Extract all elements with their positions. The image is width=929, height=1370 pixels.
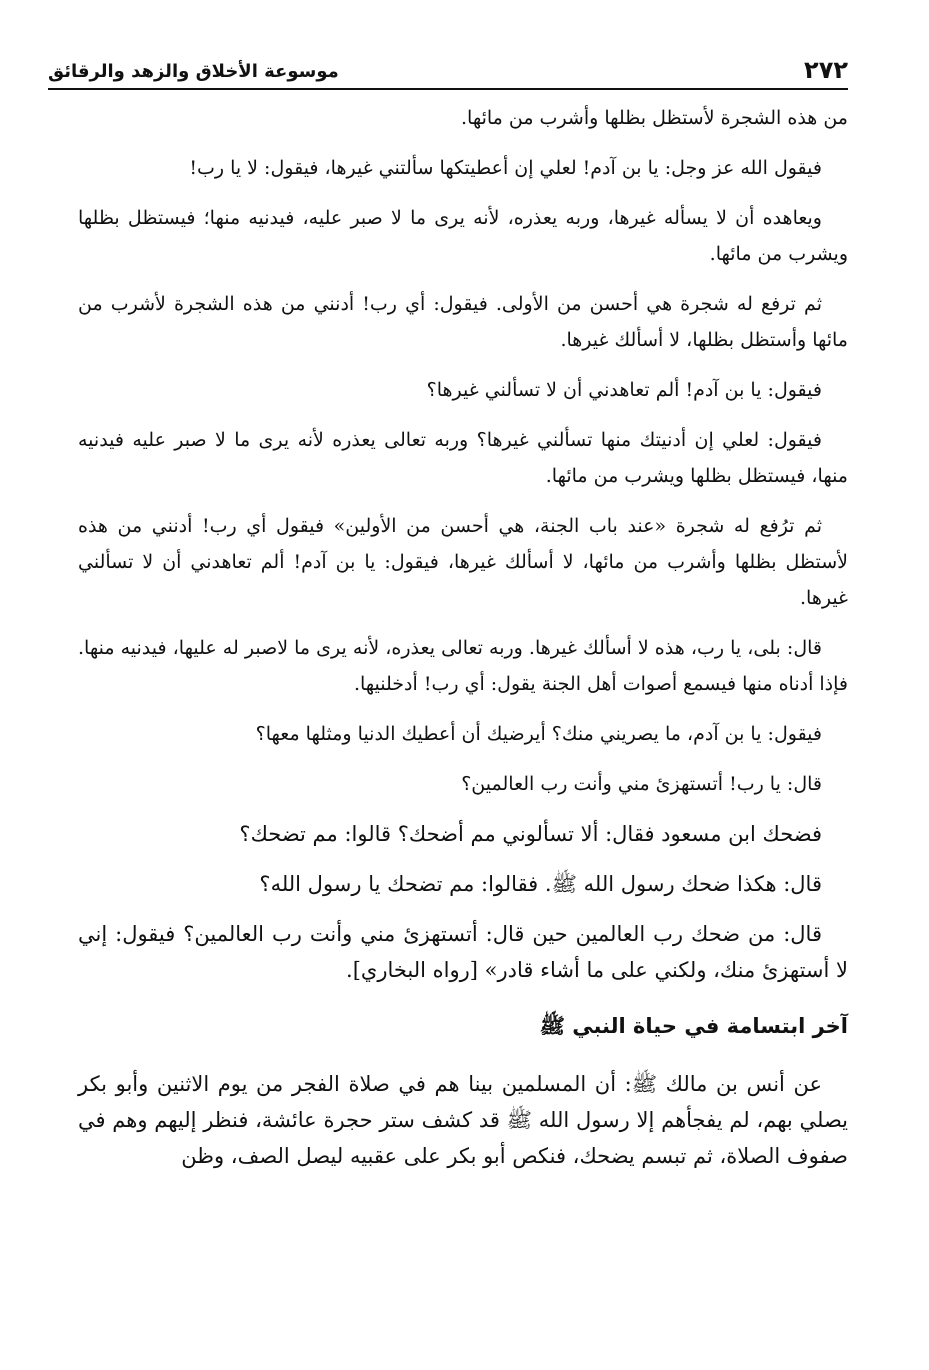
book-title: موسوعة الأخلاق والزهد والرقائق [48,61,339,82]
paragraph-6: فيقول: لعلي إن أدنيتك منها تسألني غيرها؟ وربه تعالى يعذره لأنه يرى ما لا صبر عليه فيدنيه منها، فيستظل بظلها ويشرب من مائها. [78,429,848,487]
page-body [78,100,848,1188]
paragraph-12: قال: هكذا ضحك رسول الله ﷺ. فقالوا: مم تضحك يا رسول الله؟ [259,872,822,896]
paragraph-2: فيقول الله عز وجل: يا بن آدم! لعلي إن أعطيتكها سألتني غيرها، فيقول: لا يا رب! [189,157,822,179]
paragraph-5: فيقول: يا بن آدم! ألم تعاهدني أن لا تسألني غيرها؟ [426,379,822,401]
paragraph-8: قال: بلى، يا رب، هذه لا أسألك غيرها. وربه تعالى يعذره، لأنه يرى ما لاصبر له عليها، فيدنيه منها. فإذا أدناه منها فيسمع أصوات أهل الجنة يقول: أي رب! أدخلنيها. [78,637,848,695]
paragraph-13: قال: من ضحك رب العالمين حين قال: أتستهزئ مني وأنت رب العالمين؟ فيقول: إني لا أستهزئ منك، ولكني على ما أشاء قادر» [رواه البخاري]. [78,922,848,982]
paragraph-10: قال: يا رب! أتستهزئ مني وأنت رب العالمين؟ [461,773,822,795]
page-number: ٢٧٢ [804,56,848,84]
paragraph-3: ويعاهده أن لا يسأله غيرها، وربه يعذره، لأنه يرى ما لا صبر عليه، فيدنيه منها؛ فيستظل بظلها ويشرب من مائها. [78,207,848,265]
closing-paragraph: عن أنس بن مالك ﷺ: أن المسلمين بينا هم في صلاة الفجر من يوم الاثنين وأبو بكر يصلي بهم، لم يفجأهم إلا رسول الله ﷺ قد كشف ستر حجرة عائشة، فنظر إليهم وهم في صفوف الصلاة، ثم تبسم يضحك، فنكص أبو بكر على عقبيه ليصل الصف، وظن [78,1072,848,1168]
paragraph-7: ثم ترُفع له شجرة «عند باب الجنة، هي أحسن من الأولين» فيقول أي رب! أدنني من هذه لأستظل بظلها وأشرب من مائها، لا أسألك غيرها، فيقول: يا بن آدم! ألم تعاهدني أن لا تسألني غيرها. [78,515,848,609]
section-heading: آخر ابتسامة في حياة النبي ﷺ [539,1014,848,1038]
paragraph-1: من هذه الشجرة لأستظل بظلها وأشرب من مائها. [461,107,848,129]
paragraph-4: ثم ترفع له شجرة هي أحسن من الأولى. فيقول: أي رب! أدنني من هذه الشجرة لأشرب من مائها وأستظل بظلها، لا أسألك غيرها. [78,293,848,351]
paragraph-9: فيقول: يا بن آدم، ما يصريني منك؟ أيرضيك أن أعطيك الدنيا ومثلها معها؟ [255,723,822,745]
paragraph-11: فضحك ابن مسعود فقال: ألا تسألوني مم أضحك؟ قالوا: مم تضحك؟ [239,822,822,846]
page-header [48,46,848,90]
